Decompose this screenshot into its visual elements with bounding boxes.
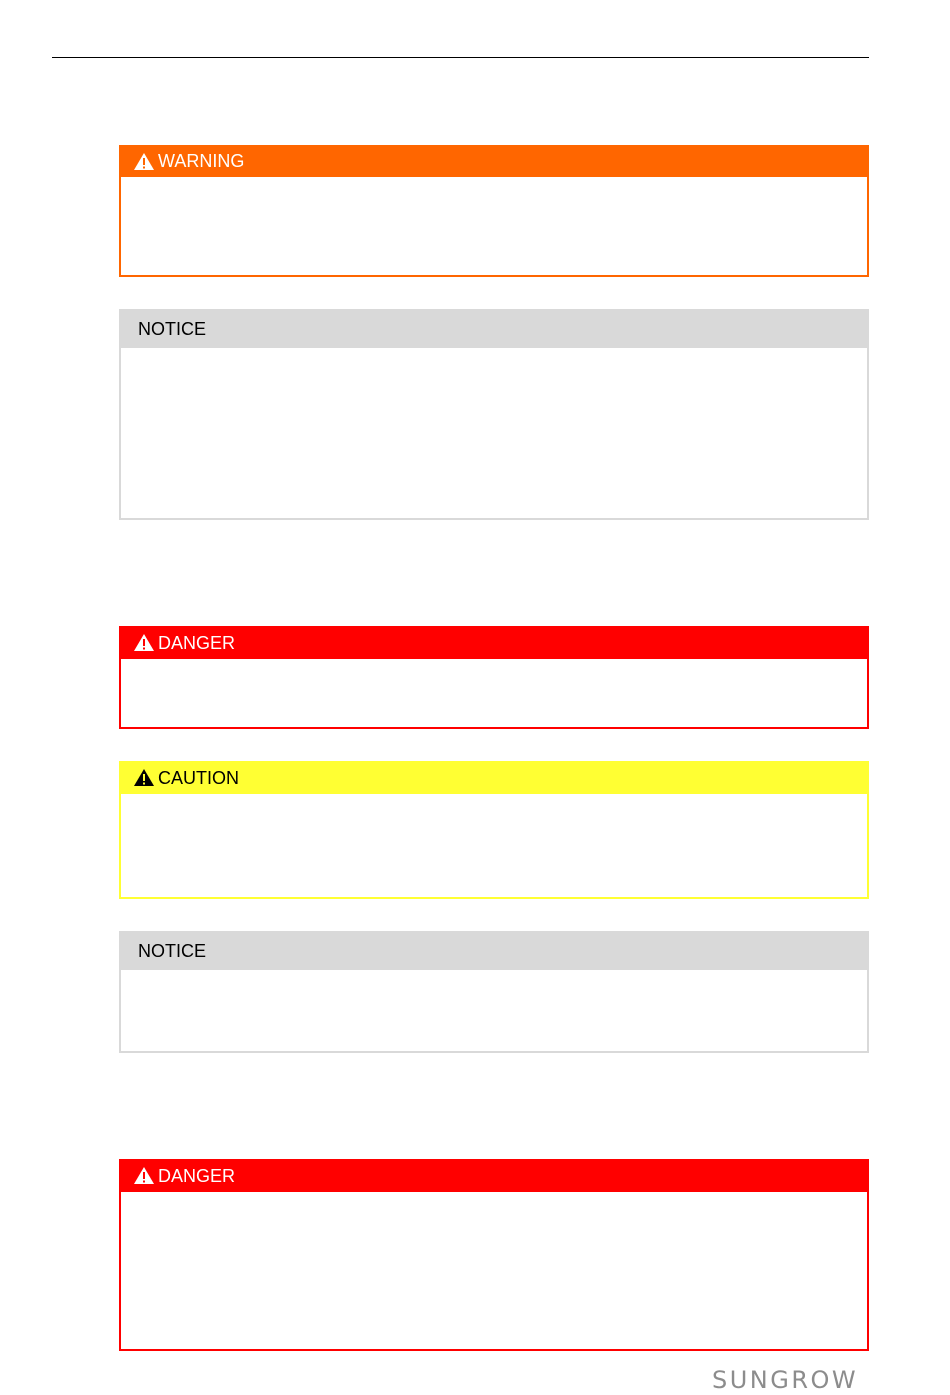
warning-triangle-icon xyxy=(133,152,155,171)
warning-box xyxy=(119,145,869,277)
danger-header xyxy=(119,626,869,659)
warning-triangle-icon xyxy=(133,1166,155,1185)
danger-header xyxy=(119,1159,869,1192)
header-rule xyxy=(52,57,869,58)
notice-box xyxy=(119,309,869,520)
notice-header xyxy=(119,931,869,970)
warning-label: WARNING xyxy=(158,151,245,171)
notice-header xyxy=(119,309,869,348)
danger-label: DANGER xyxy=(158,1165,236,1186)
warning-triangle-icon xyxy=(133,768,155,787)
sungrow-logo: SUNGROW xyxy=(712,1366,859,1394)
danger-box xyxy=(119,626,869,729)
danger-box xyxy=(119,1159,869,1351)
caution-header xyxy=(119,761,869,794)
notice-label: NOTICE xyxy=(138,940,207,961)
caution-box xyxy=(119,761,869,899)
notice-label: NOTICE xyxy=(138,318,207,339)
warning-header xyxy=(119,145,869,177)
caution-label: CAUTION xyxy=(158,767,239,788)
warning-triangle-icon xyxy=(133,633,155,652)
notice-box xyxy=(119,931,869,1053)
danger-label: DANGER xyxy=(158,632,236,653)
